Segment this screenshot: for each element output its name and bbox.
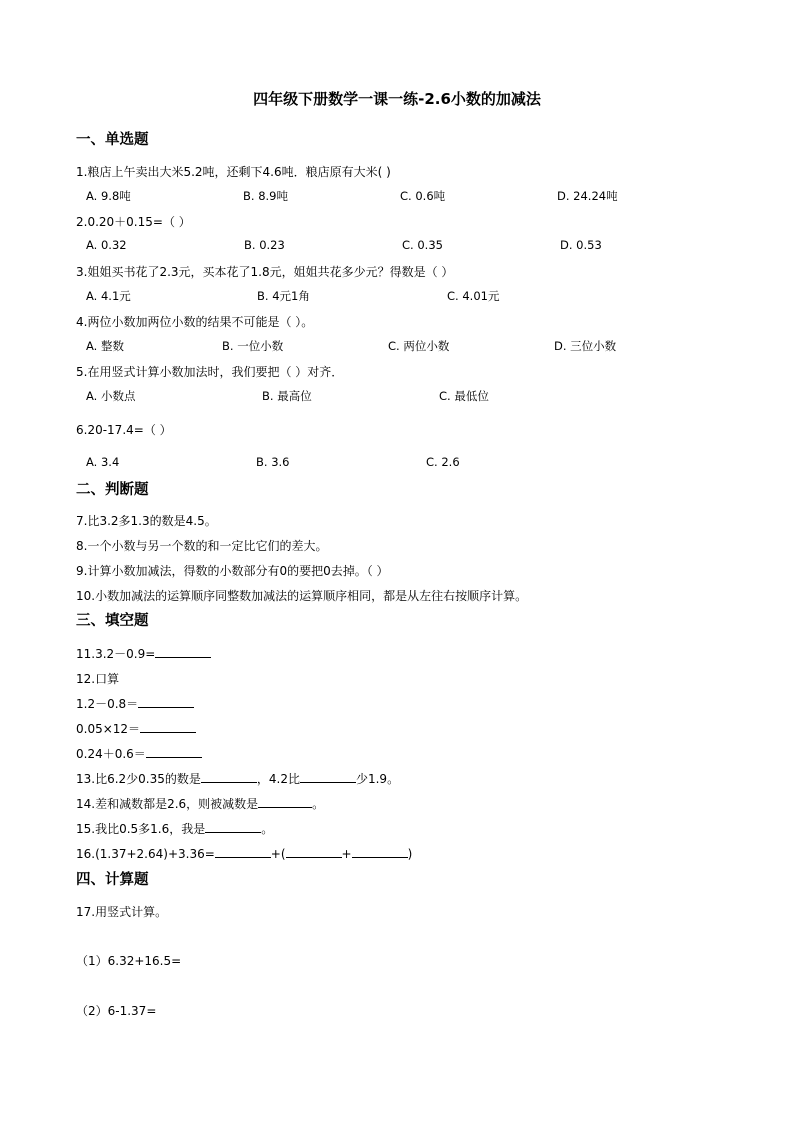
question-3-option-a: A. 4.1元 [86, 289, 131, 303]
question-1-option-d: D. 24.24吨 [557, 189, 618, 203]
question-7: 7.比3.2多1.3的数是4.5。 [76, 514, 217, 528]
question-3-option-b: B. 4元1角 [257, 289, 310, 303]
question-14-part-1: 14.差和减数都是2.6，则被减数是 [76, 797, 259, 811]
question-12-line-1 [76, 695, 194, 712]
question-1-stem: 1.粮店上午卖出大米5.2吨，还剩下4.6吨．粮店原有大米( ) [76, 165, 391, 179]
question-3-stem: 3.姐姐买书花了2.3元，买本花了1.8元，姐姐共花多少元？得数是（ ） [76, 265, 454, 279]
question-1-option-b: B. 8.9吨 [243, 189, 288, 203]
question-4-option-c: C. 两位小数 [388, 339, 450, 353]
answer-blank[interactable] [215, 845, 271, 858]
question-13-part-3: 少1.9。 [355, 772, 400, 786]
question-6-option-b: B. 3.6 [256, 455, 290, 469]
section-heading-true-false: 二、判断题 [76, 482, 149, 498]
question-12-line-1-text: 1.2－0.8＝ [76, 697, 139, 711]
section-heading-single-choice: 一、单选题 [76, 132, 149, 148]
question-6-option-c: C. 2.6 [426, 455, 460, 469]
question-13-part-1: 13.比6.2少0.35的数是 [76, 772, 201, 786]
answer-blank[interactable] [286, 845, 342, 858]
question-12-stem: 12.口算 [76, 672, 120, 686]
question-5-option-c: C. 最低位 [439, 389, 489, 403]
question-16 [76, 845, 412, 861]
answer-blank[interactable] [138, 695, 194, 708]
question-9: 9.计算小数加减法，得数的小数部分有0的要把0去掉。（ ） [76, 564, 389, 578]
question-2-option-c: C. 0.35 [402, 238, 443, 252]
question-17-stem: 17.用竖式计算。 [76, 905, 168, 919]
question-12-line-3-text: 0.24＋0.6＝ [76, 747, 146, 761]
question-6-option-a: A. 3.4 [86, 455, 120, 469]
question-14-part-2: 。 [312, 797, 325, 811]
answer-blank[interactable] [352, 845, 408, 858]
answer-blank[interactable] [155, 645, 211, 658]
question-2-option-d: D. 0.53 [560, 238, 602, 252]
question-13-part-2: ，4.2比 [256, 772, 300, 786]
question-17-sub-2: （2）6-1.37= [76, 1004, 157, 1018]
answer-blank[interactable] [140, 720, 196, 733]
question-16-part-2: +( [270, 847, 286, 861]
question-12-line-2-text: 0.05×12＝ [76, 722, 141, 736]
question-15-part-1: 15.我比0.5多1.6，我是 [76, 822, 206, 836]
question-5-stem: 5.在用竖式计算小数加法时，我们要把（ ）对齐． [76, 365, 344, 379]
question-17-sub-1: （1）6.32+16.5= [76, 954, 182, 968]
answer-blank[interactable] [300, 770, 356, 783]
question-1-option-a: A. 9.8吨 [86, 189, 131, 203]
question-12-line-3 [76, 745, 202, 762]
question-2-stem: 2.0.20＋0.15=（ ） [76, 215, 191, 229]
answer-blank[interactable] [258, 795, 312, 808]
answer-blank[interactable] [205, 820, 261, 833]
question-12-line-2 [76, 720, 196, 737]
question-4-option-b: B. 一位小数 [222, 339, 284, 353]
page-title: 四年级下册数学一课一练-2.6小数的加减法 [253, 90, 541, 108]
question-5-option-b: B. 最高位 [262, 389, 312, 403]
question-11-text: 11.3.2－0.9= [76, 647, 156, 661]
question-16-part-1: 16.(1.37+2.64)+3.36= [76, 847, 215, 861]
question-4-option-d: D. 三位小数 [554, 339, 617, 353]
question-4-stem: 4.两位小数加两位小数的结果不可能是（ ）。 [76, 315, 314, 329]
question-6-stem: 6.20-17.4=（ ） [76, 423, 172, 437]
question-2-option-b: B. 0.23 [244, 238, 285, 252]
answer-blank[interactable] [201, 770, 257, 783]
question-16-part-4: ) [407, 847, 413, 861]
question-4-option-a: A. 整数 [86, 339, 124, 353]
question-5-option-a: A. 小数点 [86, 389, 136, 403]
question-1-option-c: C. 0.6吨 [400, 189, 446, 203]
question-15-part-2: 。 [261, 822, 274, 836]
question-3-option-c: C. 4.01元 [447, 289, 500, 303]
question-8: 8.一个小数与另一个数的和一定比它们的差大。 [76, 539, 328, 553]
question-10: 10.小数加减法的运算顺序同整数加减法的运算顺序相同，都是从左往右按顺序计算。 [76, 589, 528, 603]
question-14 [76, 795, 324, 812]
question-2-option-a: A. 0.32 [86, 238, 127, 252]
question-15 [76, 820, 273, 837]
answer-blank[interactable] [146, 745, 202, 758]
question-11 [76, 645, 211, 662]
question-16-part-3: + [341, 847, 352, 861]
section-heading-fill-blank: 三、填空题 [76, 613, 149, 629]
question-13 [76, 770, 399, 787]
section-heading-calculation: 四、计算题 [76, 872, 149, 888]
